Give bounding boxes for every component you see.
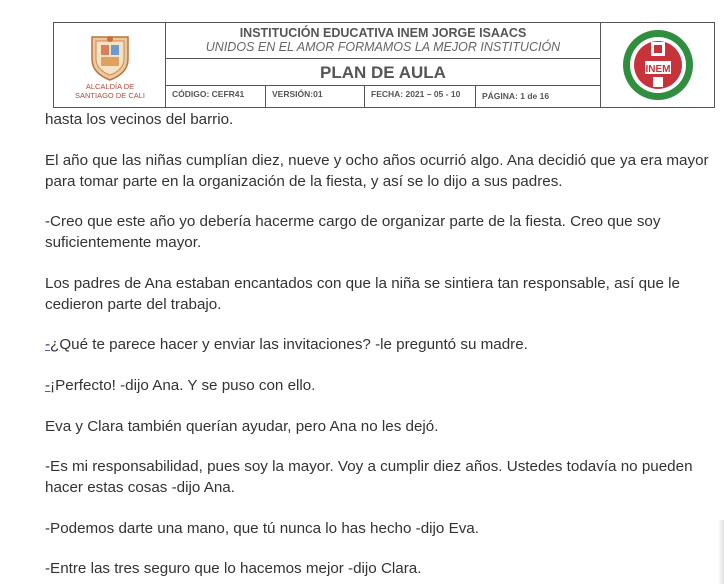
alcaldia-line1: ALCALDÍA DE bbox=[85, 82, 135, 91]
paragraph: El año que las niñas cumplían diez, nueve y ocho años ocurrió algo. Ana decidió que ya era mayor para tomar parte en la organización de la fiesta, y así se lo dijo a sus padres. bbox=[45, 152, 709, 190]
paragraph bbox=[45, 375, 715, 396]
paragraph: Eva y Clara también querían ayudar, pero Ana no les dejó. bbox=[45, 418, 439, 435]
coat-of-arms-icon bbox=[88, 33, 132, 81]
left-logo-cell bbox=[54, 23, 166, 107]
alcaldia-line2: SANTIAGO DE CALI bbox=[74, 91, 146, 100]
institution-motto: UNIDOS EN EL AMOR FORMAMOS LA MEJOR INSTITUCIÓN bbox=[205, 40, 561, 54]
document-header bbox=[53, 22, 715, 108]
right-logo-cell bbox=[600, 23, 714, 107]
institution-name: INSTITUCIÓN EDUCATIVA INEM JORGE ISAACS bbox=[239, 26, 527, 40]
dialogue-dash: -¡ bbox=[45, 377, 56, 394]
paragraph-text: Perfecto! -dijo Ana. Y se puso con ello. bbox=[55, 377, 316, 394]
header-center bbox=[166, 23, 600, 107]
codigo-field: CÓDIGO: CEFR41 bbox=[166, 86, 266, 107]
paragraph: Los padres de Ana estaban encantados con que la niña se sintiera tan responsable, así que le cedieron parte del trabajo. bbox=[45, 275, 680, 313]
paragraph: -Es mi responsabilidad, pues soy la mayor. Voy a cumplir diez años. Ustedes todavía no pueden hacer estas cosas -dijo Ana. bbox=[45, 458, 693, 496]
paragraph: -Podemos darte una mano, que tú nunca lo has hecho -dijo Eva. bbox=[45, 520, 479, 537]
paragraph: hasta los vecinos del barrio. bbox=[45, 111, 234, 128]
page-edge-shadow bbox=[718, 520, 724, 584]
alcaldia-caption bbox=[54, 82, 166, 100]
title-row bbox=[166, 23, 600, 59]
seal-text: INEM bbox=[645, 64, 671, 75]
dialogue-dash: -¿ bbox=[45, 336, 60, 353]
paragraph: -Creo que este año yo debería hacerme cargo de organizar parte de la fiesta. Creo que soy suficientemente mayor. bbox=[45, 213, 661, 251]
fecha-field: FECHA: 2021 – 05 - 10 bbox=[365, 86, 476, 107]
paragraph: -Entre las tres seguro que lo hacemos mejor -dijo Clara. bbox=[45, 560, 422, 577]
paragraph-text: Qué te parece hacer y enviar las invitaciones? -le preguntó su madre. bbox=[59, 336, 528, 353]
meta-row bbox=[166, 86, 600, 107]
paragraph bbox=[45, 334, 715, 355]
doc-title: PLAN DE AULA bbox=[166, 59, 600, 86]
inem-seal-icon bbox=[621, 28, 695, 102]
version-field: VERSIÓN:01 bbox=[266, 86, 365, 107]
pagina-field: PÁGINA: 1 de 16 bbox=[482, 91, 550, 101]
